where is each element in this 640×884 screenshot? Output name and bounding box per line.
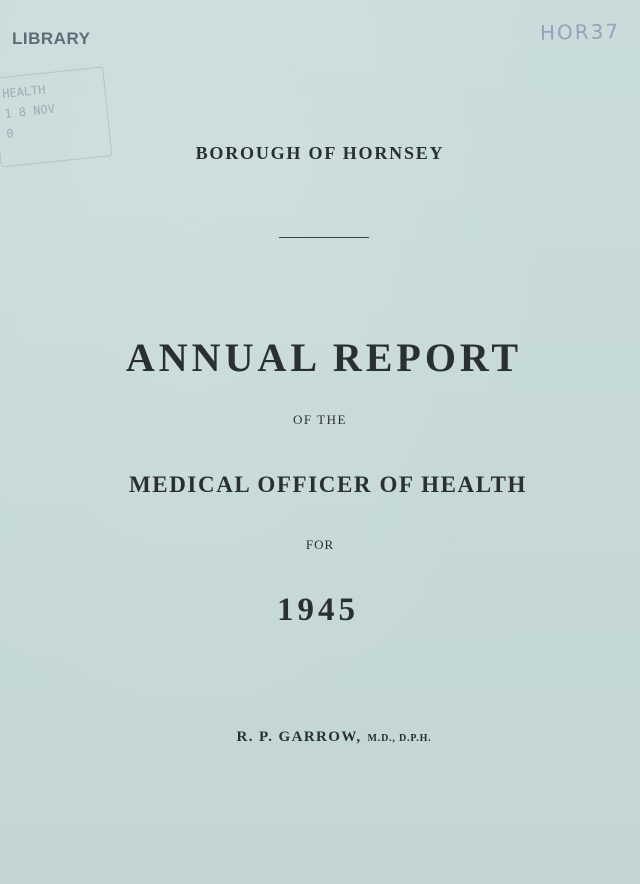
report-title: ANNUAL REPORT [125,335,523,380]
borough-heading: BOROUGH OF HORNSEY [195,143,445,163]
report-subtitle: MEDICAL OFFICER OF HEALTH [128,472,528,497]
of-the-connector: OF THE [293,412,347,427]
library-stamp: LIBRARY [12,29,91,48]
handwritten-reference-mark: HOR37 [539,19,621,45]
date-stamp-line-1: HEALTH [1,82,47,102]
author-qualifications: M.D., D.P.H. [367,733,432,744]
author-name: R. P. GARROW, [236,729,362,745]
date-stamp-line-2: 1 8 NOV [3,101,56,121]
for-connector: FOR [305,537,335,552]
date-stamp-line-3: 0 [5,126,15,141]
author-line [14,729,640,746]
report-year: 1945 [277,592,359,628]
divider-rule [279,237,369,238]
